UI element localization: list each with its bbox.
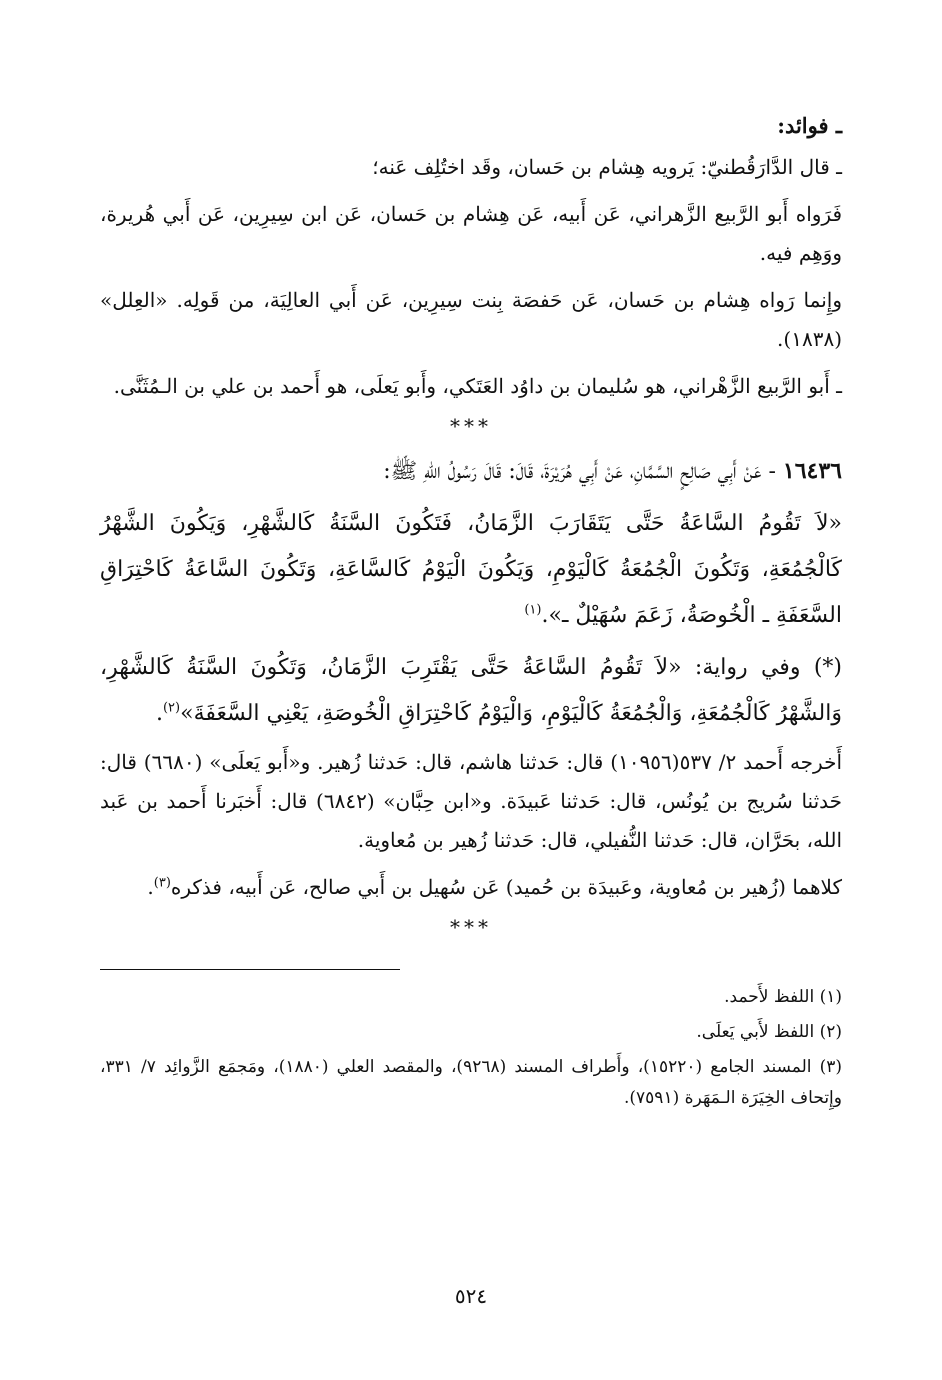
- separator-stars-bottom: ***: [450, 915, 492, 939]
- footnote-1: (١) اللفظ لأَحمد.: [724, 987, 842, 1007]
- benefit-darqutni: ـ قال الدَّارَقُطنيّ: يَرويه هِشام بن حَسان، وقَد اختُلِف عَنه؛: [372, 155, 842, 179]
- footnote-ref-3: (٣): [153, 875, 171, 891]
- takhrij: أَخرجه أَحمد ٢/ ٥٣٧(١٠٩٥٦) قال: حَدثنا هاشم، قال: حَدثنا زُهير. و«أَبو يَعلَى» (٦٦٨٠) قال: حَدثنا سُريج بن يُونُس، قال: حَدثنا عَبيدَة. و«ابن حِبَّان» (٦٨٤٢) قال: أَخبَرنا أَحمد بن عَبد الله، بحَرَّان، قال: حَدثنا النُّفيلي، قال: حَدثنا زُهير بن مُعاوية.: [100, 750, 843, 852]
- footnote-3: (٣) المسند الجامع (١٥٢٢٠)، وأَطراف المسند (٩٢٦٨)، والمقصد العلي (١٨٨٠)، ومَجمَع الزَّوائِد ٧/ ٣٣١، وإِتحاف الخِيَرَة الـمَهَرة (٧٥٩١).: [100, 1057, 843, 1108]
- kilahuma-end: .: [147, 875, 154, 899]
- hadith-riwaya: [100, 645, 842, 737]
- page-content: [100, 108, 842, 1320]
- riwaya-text: (*) وفي رواية: «لاَ تَقُومُ السَّاعَةُ حَتَّى يَقْتَرِبَ الزَّمَانُ، وَتَكُونَ السَّنَةُ كَالشَّهْرِ، وَالشَّهْرُ كَالْجُمُعَةِ، وَالْجُمُعَةُ كَالْيَوْمِ، وَالْيَوْمُ كَاحْتِرَاقِ الْخُوصَةِ، يَعْنِي السَّعَفَةَ»: [100, 655, 842, 726]
- footnote-ref-2: (٢): [162, 700, 181, 716]
- hadith-matn: [100, 501, 842, 639]
- section-heading: ـ فوائد:: [777, 113, 842, 138]
- riwaya-end: .: [155, 701, 163, 726]
- hadith-chain: [100, 448, 842, 495]
- benefit-riwaya-zahrani: فَرَواه أَبو الرَّبيع الزَّهراني، عَن أَبيه، عَن هِشام بن حَسان، عَن ابن سِيرِين، عَن أَبي هُريرة، ووَهِم فيه.: [100, 202, 842, 265]
- footnote-2: (٢) اللفظ لأَبي يَعلَى.: [696, 1022, 842, 1042]
- hadith-number: ١٦٤٣٦: [782, 458, 842, 484]
- kilahuma-text: كلاهما (زُهير بن مُعاوية، وعَبيدَة بن حُميد) عَن سُهيل بن أَبي صالح، عَن أَبيه، فذكره: [170, 875, 842, 899]
- footnote-ref-1: (١): [524, 602, 542, 618]
- kilahuma: [100, 868, 842, 907]
- hadith-text: «لاَ تَقُومُ السَّاعَةُ حَتَّى يَتَقَارَبَ الزَّمَانُ، فَتَكُونَ السَّنَةُ كَالشَّهْرِ، وَيَكُونَ الشَّهْرُ كَالْجُمُعَةِ، وَتَكُونَ الْجُمُعَةُ كَالْيَوْمِ، وَيَكُونَ الْيَوْمُ كَالسَّاعَةِ، وَتَكُونَ السَّاعَةُ كَاحْتِرَاقِ السَّعَفَةِ ـ الْخُوصَةُ، زَعَمَ سُهَيْلٌ ـ».: [100, 511, 842, 628]
- benefit-narrators: ـ أَبو الرَّبيع الزَّهْراني، هو سُليمان بن داوُد العَتَكي، وأَبو يَعلَى، هو أَحمد بن علي بن الـمُثَنَّى.: [113, 374, 842, 398]
- benefit-ilal: وإِنما رَواه هِشام بن حَسان، عَن حَفصَة بِنت سِيرِين، عَن أَبي العالِيَة، من قَولِه. «العِلل» (١٨٣٨).: [100, 288, 842, 351]
- footnote-rule: [100, 969, 400, 970]
- hadith-isnad: - عَنْ أَبِي صَالِحٍ السَّمَّانِ، عَنْ أَبِي هُرَيْرَةَ، قَالَ: قَالَ رَسُولُ اللهِ ﷺ:: [383, 459, 776, 484]
- page-number: ٥٢٤: [454, 1284, 488, 1308]
- separator-stars: ***: [450, 414, 492, 438]
